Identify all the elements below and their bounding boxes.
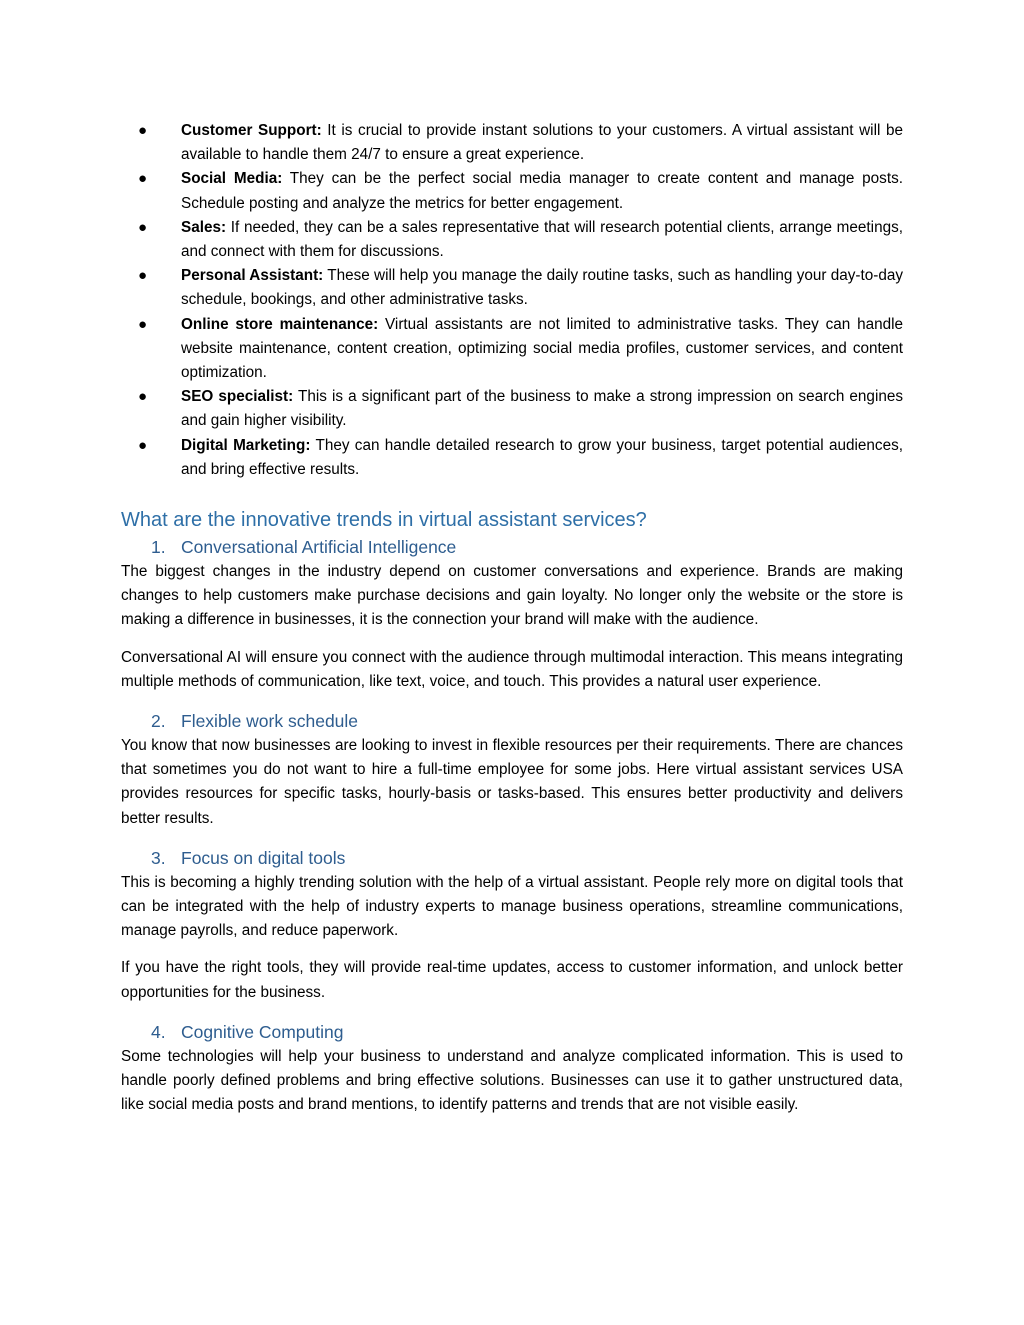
bullet-text: This is a significant part of the business to make a strong impression on search engines and gain higher visibility. [181,388,904,430]
subheading-conversational-ai [121,535,903,560]
subheading-number: 1. [151,537,166,558]
section-heading: What are the innovative trends in virtual assistant services? [121,509,647,532]
bullet-icon: ● [138,436,148,454]
bullet-item-customer-support [121,119,903,167]
paragraph: The biggest changes in the industry depend on customer conversations and experience. Brands are making changes to help customers make purchase decisions and gain loyalty. No longer only the website or the store is making a difference in businesses, it is the connection your brand will make with the audience. [121,563,903,629]
bullet-text: Virtual assistants are not limited to administrative tasks. They can handle website maintenance, content creation, optimizing social media profiles, customer services, and content optimization. [181,315,904,382]
bullet-text: They can be the perfect social media manager to create content and manage posts. Schedule posting and analyze the metrics for better engagement. [181,170,903,212]
bullet-term: SEO specialist: [181,388,294,406]
bullet-item-digital-marketing [121,434,903,482]
bullet-icon: ● [138,315,148,333]
bullet-icon: ● [138,388,148,406]
bullet-term: Digital Marketing: [181,436,311,454]
bullet-text: It is crucial to provide instant solutions to your customers. A virtual assistant will be available to handle them 24/7 to ensure a great experience. [181,122,903,164]
subheading-title: Conversational Artificial Intelligence [181,537,457,558]
bullet-text: If needed, they can be a sales representative that will research potential clients, arrange meetings, and connect with them for discussions. [181,218,903,261]
bullet-icon: ● [138,170,148,188]
bullet-item-personal-assistant [121,264,903,312]
bullet-item-social-media [121,167,903,215]
bullet-term: Online store maintenance: [181,315,379,333]
paragraph: You know that now businesses are looking to invest in flexible resources per their requirements. There are chances that sometimes you do not want to hire a full-time employee for some jobs. Here virtual assistant services USA provides resources for specific tasks, hourly-basis or tasks-based. This ensures better productivity and delivers better results. [121,737,903,827]
bullet-icon: ● [138,122,148,139]
subheading-title: Flexible work schedule [181,711,359,732]
subheading-digital-tools [121,846,903,871]
paragraph: Conversational AI will ensure you connect with the audience through multimodal interaction. This means integrating multiple methods of communication, like text, voice, and touch. This provides a natural user experience. [121,648,903,690]
bullet-icon: ● [138,218,148,236]
subheading-number: 3. [151,847,166,868]
subheading-number: 2. [151,711,166,732]
bullet-item-seo-specialist [121,385,903,433]
subheading-title: Cognitive Computing [181,1021,344,1042]
paragraph: Some technologies will help your business to understand and analyze complicated information. This is used to handle poorly defined problems and bring effective solutions. Businesses can use it to gather unstructured data, like social media posts and brand mentions, to identify patterns and trends that are not visible easily. [121,1047,903,1114]
bullet-item-online-store [121,313,903,386]
bullet-text: These will help you manage the daily routine tasks, such as handling your day-to-day schedule, bookings, and other administrative tasks. [181,267,903,309]
paragraph: If you have the right tools, they will provide real-time updates, access to customer information, and unlock better opportunities for the business. [121,959,903,1001]
bullet-term: Personal Assistant: [181,267,324,285]
document-page [121,119,903,1118]
bullet-term: Social Media: [181,170,283,188]
subheading-cognitive-computing [121,1020,903,1045]
bullet-term: Customer Support: [181,122,322,139]
subheading-flexible-work [121,709,903,734]
bullet-text: They can handle detailed research to grow your business, target potential audiences, and bring effective results. [181,436,903,478]
bullet-item-sales [121,216,903,264]
paragraph: This is becoming a highly trending solution with the help of a virtual assistant. People rely more on digital tools that can be integrated with the help of industry experts to manage business operations, streamline communications, manage payrolls, and reduce paperwork. [121,873,903,940]
subheading-title: Focus on digital tools [181,847,346,868]
subheading-number: 4. [151,1021,166,1042]
services-bullet-list [121,119,903,482]
bullet-term: Sales: [181,218,227,236]
bullet-icon: ● [138,267,148,285]
